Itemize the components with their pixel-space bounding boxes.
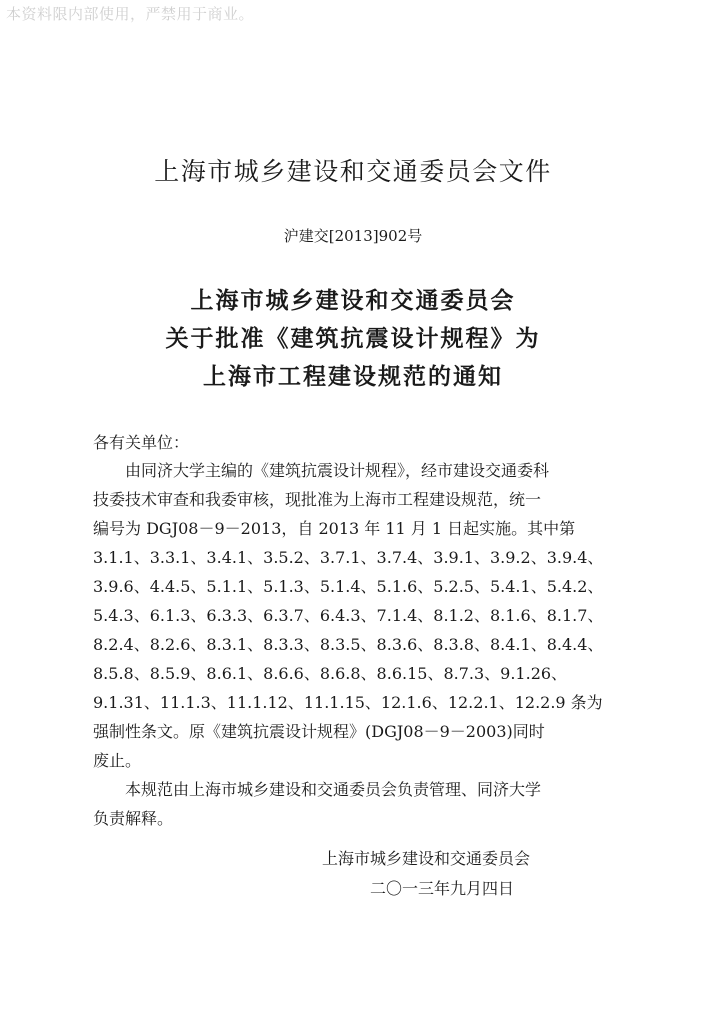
body-line-text: 废止。 (93, 751, 142, 770)
body-line (93, 775, 620, 804)
body-line (93, 804, 620, 833)
notice-body (93, 456, 620, 833)
body-line (93, 630, 620, 659)
body-line-text: 8.2.4、8.2.6、8.3.1、8.3.3、8.3.5、8.3.6、8.3.8、8.4.1、8.4.4、 (93, 635, 604, 654)
body-line-text: 3.9.6、4.4.5、5.1.1、5.1.3、5.1.4、5.1.6、5.2.5、5.4.1、5.4.2、 (93, 577, 604, 596)
issuer-header: 上海市城乡建设和交通委员会文件 (154, 157, 552, 186)
body-line (93, 572, 620, 601)
salutation: 各有关单位： (93, 433, 190, 452)
title-line-1: 上海市城乡建设和交通委员会 (190, 288, 516, 314)
watermark-text: 本资料限内部使用，严禁用于商业。 (6, 5, 255, 23)
body-line (93, 543, 620, 572)
body-line-text: 技委技术审查和我委审核，现批准为上海市工程建设规范，统一 (93, 490, 542, 509)
body-line (93, 456, 620, 485)
notice-title (0, 282, 706, 396)
body-line-text: 5.4.3、6.1.3、6.3.3、6.3.7、6.4.3、7.1.4、8.1.2、8.1.6、8.1.7、 (93, 606, 604, 625)
body-line (93, 746, 620, 775)
body-line (93, 601, 620, 630)
body-line (93, 485, 620, 514)
body-line (93, 659, 620, 688)
document-number: 沪建交[2013]902号 (283, 227, 423, 245)
body-line (93, 514, 620, 543)
body-line-text: 负责解释。 (93, 809, 174, 828)
body-line-text: 强制性条文。原《建筑抗震设计规程》(DGJ08－9－2003)同时 (93, 722, 545, 741)
signature-date: 二〇一三年九月四日 (370, 879, 515, 898)
title-line-3: 上海市工程建设规范的通知 (203, 364, 503, 390)
title-line-2: 关于批准《建筑抗震设计规程》为 (165, 326, 541, 352)
body-line-text: 3.1.1、3.3.1、3.4.1、3.5.2、3.7.1、3.7.4、3.9.1、3.9.2、3.9.4、 (93, 548, 604, 567)
body-line-text: 编号为 DGJ08－9－2013，自 2013 年 11 月 1 日起实施。其中第 (93, 519, 576, 538)
body-line (93, 717, 620, 746)
body-line (93, 688, 620, 717)
body-line-text: 本规范由上海市城乡建设和交通委员会负责管理、同济大学 (125, 780, 542, 799)
body-line-text: 9.1.31、11.1.3、11.1.12、11.1.15、12.1.6、12.2.1、12.2.9 条为 (93, 693, 603, 712)
body-line-text: 8.5.8、8.5.9、8.6.1、8.6.6、8.6.8、8.6.15、8.7.3、9.1.26、 (93, 664, 568, 683)
signature-organization: 上海市城乡建设和交通委员会 (322, 849, 531, 868)
body-line-text: 由同济大学主编的《建筑抗震设计规程》，经市建设交通委科 (125, 461, 550, 480)
